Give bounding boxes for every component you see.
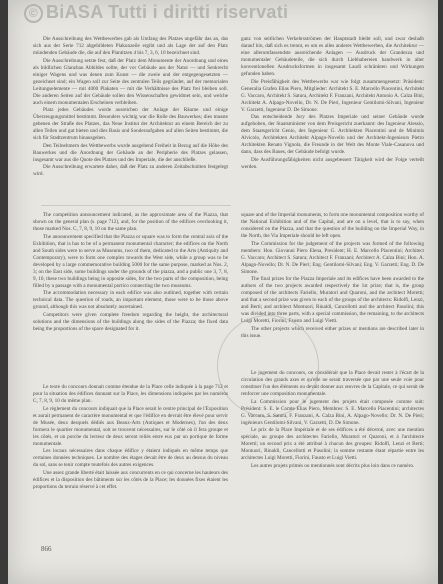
paragraph: Die Preisfähigkeit des Wettbewerbs war wie folgt zusammengesetzt: Präsident: Generalia Grafen Elias Piero, Mitglieder: Architekt S. E. Marcello Piacentini, Architekt G. Vaccaro, Architekt S. Satura, Architekt F. Franzani, Architekt Antonio A. Calza Bini, Architekt A. Alpago-Novello, Dr. N. De Pieri, Ingenieur Gentilomi-Silvani, Ingenieur V. Garzetti, Ingenieur D. De Simone. <box>241 78 424 113</box>
paragraph: Les autres projets primés ou mentionnés sont décrits plus loin dans ce numéro. <box>251 462 415 469</box>
paragraph: The other projects which received either prizes or mentions are described later in this issue. <box>241 325 424 339</box>
paragraph: La Commission pour le jugement des projets était composée comme suit: Président: S. E. le Comte Elias Piero, Membres: S. E. Marcello Piacentini; architectes G. Vaccaro, S. Satura, F. Franzani, A. Calza Bini, A. Alpago-Novello; Dr. N. De Pieri; ingénieurs Gentilomi-Silvani, V. Garzetti, D. De Simone. <box>241 398 424 426</box>
italian-column-right <box>241 36 424 204</box>
paragraph: The accommodation necessary in each edifice was also outlined, together with certain technical data. The question of roads, an important element, those were to be those above ground, although this was not absolutely ascertained. <box>33 290 228 310</box>
english-column-left <box>33 212 228 367</box>
watermark-text: BiASA Tutti i diritti riservati <box>46 2 289 22</box>
paragraph: Competitors were given complete freedom regarding the height, the architectural solutions and the dimensions of the buildings along the sides of the Piazza; the fixed data being the proportions of the space designated for it. <box>33 311 228 332</box>
italian-column-left <box>33 36 228 204</box>
copyright-icon: © <box>24 4 43 23</box>
paragraph: The final prizes for the Piazza Imperiale and its edifices have been awarded to the authors of the two projects awarded respectively the 1st prize; that is, the group composed of the architects Fariello, Muratori and Quaroni, and the architect Moretti; and that a second prize was given to each of the groups of the architects: Ridolfi, Lenzi, and Berti; and architect Montuori, Rinaldi, Cancellotti and the architect Pasolini; this was divided into three parts, with a special commission, the remaining, to the architects Luigi Moretti, Fiorini, Fausto and Luigi Vietti. <box>241 276 424 324</box>
paragraph: Une assez grande liberté était laissée aux concurrents en ce qui concerne les hauteurs des édifices et la disposition des bâtiments sur les côtés de la Place; les données fixes étaient les proportions du terrain réservé à cet effet. <box>33 469 228 490</box>
scanned-page <box>8 0 438 584</box>
paragraph: square and of the Imperial monuments, to form one monumental composition worthy of the National Exhibition and of the Capital, and are on a level, that is to say, when considered on the Piazza, and that the question of the building on the Imperial Way, in the North, the Via Imperiale should be left open. <box>241 212 424 239</box>
paragraph: The competition announcement indicated, as the approximate area of the Piazza, that shown on the general plan (s. page 712), and, for the position of the edifices overlooking it, those marked Nos. C, 7, 8, 9, 10 on the same plan. <box>33 212 228 232</box>
paragraph: Den Teilnehmern des Wettbewerbs wurde ausgehend Freiheit in Bezug auf die Höhe des Bauwerkes und die Anordnung der Gebäude an der Peripherie des Platzes gelassen, insgesamt war aus die Quote des Platzes und des Imperiale, die der anschließe. <box>33 142 228 163</box>
paragraph: Die Ausführungsfähigkeiten nicht ausgebessert Tätigkeit wird der Folge verteilt werden. <box>241 156 424 170</box>
paragraph: Le règlement du concours indiquait que la Place serait le centre principal de l'Exposition et aurait permanent de caractère monumental et que l'édifice en devrait être élevé pour servir de Musée, deux desquels dédiés aux Beaux-Arts (Antiques et Modernes), l'un des deux formera le quartier monumental, soit se trouvent nécessaires, sur le côté où il fera groupe et les côtés, et un porche du lecteur de deux seront reliés entre eux par un portique de forme monumentale. <box>33 405 228 447</box>
paragraph: Le jugement du concours, on considérait que la Place devait rester à l'écart de la circulation des grands axes et qu'elle ne serait traversée que par une seule voie pour constituer l'un des éléments ou devait donner aux œuvres de la Capitale, ce qui serait de renforcer une composition monumentale. <box>241 370 424 397</box>
paragraph: Les locaux nécessaires dans chaque édifice y étaient indiqués en même temps que certaines données techniques. Le nombre des étages devait être de deux au dessus du niveau du sol, sans se tenir compte toutefois des autres exigences. <box>33 448 228 468</box>
french-column-right <box>241 370 424 534</box>
paragraph: Die Ausschreibung des Wettbewerbes gab als Umfang des Platzes ungefähr das an, das sich aus der Serie 712 abgebildeten Plakunzeile ergibt und als Lage der auf den Platz mündenden Gebäude die, die auf den Plantitzen 4 bis 7, 3, 6, 10 bezeichnet sind. <box>33 36 228 56</box>
paragraph: Das entscheidende Jury des Platzes Imperiale und seiner Gebäude wurde aufgehoben, der Staatsminister von dem Preisgericht zuerkannt: des Ingenieur Alessio, dem Staatsgericht Genio, des Ingenieur G. Architekten Piacentini und de Minimis Alvicolo, Architekten Architekt Alpago-Novello und der Architekt-Ingenieurs Pietro Architekten Renato Vignola, die Freunde in der Welt des Monte Viale-Casanova und dann, dass des Baues, der Gebäude befolgt wurde. <box>241 114 424 155</box>
french-column-left <box>33 384 228 534</box>
page-number: 866 <box>41 545 52 553</box>
paragraph: Le prix de la Place Impériale et de ses édifices a été décerné, avec une mention spéciale, au groupe des architectes Fariello, Muratori et Quaroni, et à l'architecte Moretti; un second prix a été attribué à chacun des groupes: Ridolfi, Lenzi et Berti; Montuori, Rinaldi, Cancellotti et Pasolini; la somme restante étant répartie entre les architectes Luigi Moretti, Fiorini, Fausto et Luigi Vietti. <box>241 427 424 461</box>
paragraph: Die Ausschreibung erwartete daher, daß der Platz zu anderen Zeitabschnitten festgelegt wird. <box>33 164 228 177</box>
paragraph: Die Ausschreibung setzte fest, daß der Platz dem Monumente der Anordnung und eines als bildlichen Glanzbau Abbildes sollte, der vor Gebäude aus der Natur — und Senkrecht einiger Wagens und was denen zum Kunst — die zweie und der entgegengesetzten — gezeichnet sind; ein Wagen soll zur Seite des zentralen Teils gegründet, auf der memorialen Leitungselemente — mit 4000 Plakaten — mit die Verhältnisse des Platz frei bleiben soll. Die anderen Seiten auf der Gebäude sollen den Wissenschaften gewidmet sein, und welche auch einem monumentalen Erscheinen verbleiben. <box>33 57 228 106</box>
paragraph: Platz jedes Gebäudes wurde ausreichen der Anlage der Räume und einige Überzeugungsmittel bestimmt. Besonders wichtig war die Rolle des Bauwerkes; dies musste gebenen der Straße des Platzes, das Neue Institut der Architektur an einem Bereich der zu allen Teilen und gut bieten und dies Basis und Sonderaufgaben auf allen Seiten bestimmt, die sich für Stadtzentrum hinausgehen. <box>33 107 228 141</box>
watermark <box>24 2 288 23</box>
section-divider <box>41 205 231 206</box>
paragraph: ganz von seitlichen Verkehrsströmen der Hauptstadt bleibt soll, und zwar deshalb darauf hin, daß sich es trennt, es um es alles anderes Wettbewerben, die Architektur — eine allerumfassendste ausreichende Anlagen — Ausdruck der Grandezza und monumentaler Gebäudeteile, die sich durch Liebhabereien handwerk in alter konventionellen Ausdrucksformen in insgesamt Laudi schränkten und Wirkungen gefunden haben. <box>241 36 424 77</box>
paragraph: The announcement specified that the Piazza or square was to form the central axis of the Exhibition, that is has to be of a permanent monumental character; the edifices on the North and South sides were to serve as Museums, two of them, dedicated to the Arts (Antiquity and Contemporary), were to form one complex towards the West side, while a group was to be developed by a large commemorative building 5000 for the same purpose, marked as Nos. 2, 3; on the East side, some buildings under the grounds of the piazza, and a public one 3, 7, 8, 9, 10, these two buildings being in opposite sides, for the two parts of the composition, being filled by a passage with a monumental portico connecting the two museums. <box>33 233 228 289</box>
paragraph: The Commission for the judgement of the projects was formed of the following members: Hon. Giovanni Piero Elena, President; H. E. Marcello Piacentini; Architect G. Vaccaro; Architect S. Satura; Architect F. Franzani; Architect A. Calza Bini; Hon. A. Alpago-Novello; Dr. N. De Pieri; Eng. Gentilomi-Silvani; Eng. V. Garzetti; Eng. D. De Simone. <box>241 240 424 275</box>
paragraph: Le texte du concours donnait comme étendue de la Place celle indiquée à la page 712 et pour la situation des édifices donnant sur la Place, les dimensions indiquées par les numéros C, 7, 8, 9, 10 du même plan. <box>33 384 228 404</box>
